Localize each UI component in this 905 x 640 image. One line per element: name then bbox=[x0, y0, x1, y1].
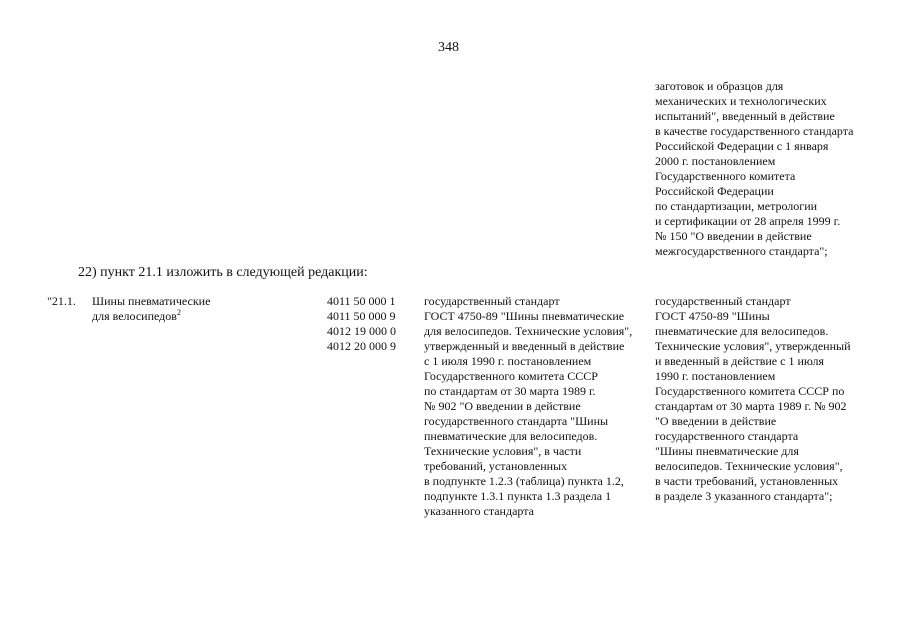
text-line: Технические условия", утвержденный bbox=[655, 339, 851, 353]
text-line: 2000 г. постановлением bbox=[655, 154, 776, 168]
text-line: утвержденный и введенный в действие bbox=[424, 339, 625, 353]
code-line: 4012 19 000 0 bbox=[327, 324, 396, 338]
tnved-codes bbox=[327, 294, 396, 354]
text-line: требований, установленных bbox=[424, 459, 568, 473]
text-line: государственный стандарт bbox=[424, 294, 560, 308]
text-line: и сертификации от 28 апреля 1999 г. bbox=[655, 214, 841, 228]
text-line: пневматические для велосипедов. bbox=[655, 324, 829, 338]
text-line: по стандартизации, метрологии bbox=[655, 199, 818, 213]
text-line: межгосударственного стандарта"; bbox=[655, 244, 828, 258]
product-name-line-1: Шины пневматические bbox=[92, 294, 211, 308]
text-line: "Шины пневматические для bbox=[655, 444, 799, 458]
text-line: стандартам от 30 марта 1989 г. № 902 bbox=[655, 399, 847, 413]
text-line: указанного стандарта bbox=[424, 504, 534, 518]
old-standard-text bbox=[424, 294, 632, 519]
text-line: Российской Федерации bbox=[655, 184, 774, 198]
text-line: с 1 июля 1990 г. постановлением bbox=[424, 354, 592, 368]
row-number: "21.1. bbox=[47, 294, 76, 308]
text-line: "О введении в действие bbox=[655, 414, 777, 428]
page-number: 348 bbox=[438, 40, 459, 55]
text-line: по стандартам от 30 марта 1989 г. bbox=[424, 384, 596, 398]
text-line: в разделе 3 указанного стандарта"; bbox=[655, 489, 833, 503]
text-line: Технические условия", в части bbox=[424, 444, 582, 458]
text-line: 1990 г. постановлением bbox=[655, 369, 776, 383]
product-name-line-2-text: для велосипедов bbox=[92, 309, 177, 323]
text-line: Российской Федерации с 1 января bbox=[655, 139, 829, 153]
text-line: механических и технологических bbox=[655, 94, 827, 108]
text-line: Государственного комитета СССР bbox=[424, 369, 598, 383]
text-line: государственного стандарта bbox=[655, 429, 799, 443]
text-line: государственный стандарт bbox=[655, 294, 791, 308]
text-line: Государственного комитета СССР по bbox=[655, 384, 845, 398]
product-name-line-2 bbox=[92, 309, 210, 324]
text-line: для велосипедов. Технические условия", bbox=[424, 324, 633, 338]
text-line: испытаний", введенный в действие bbox=[655, 109, 835, 123]
text-line: в части требований, установленных bbox=[655, 474, 839, 488]
top-right-text-block bbox=[655, 79, 854, 259]
footnote-marker: 2 bbox=[176, 308, 181, 317]
text-line: подпункте 1.3.1 пункта 1.3 раздела 1 bbox=[424, 489, 612, 503]
text-line: ГОСТ 4750-89 "Шины пневматические bbox=[424, 309, 625, 323]
text-line: в качестве государственного стандарта bbox=[655, 124, 854, 138]
text-line: пневматические для велосипедов. bbox=[424, 429, 598, 443]
text-line: № 150 "О введении в действие bbox=[655, 229, 812, 243]
text-line: № 902 "О введении в действие bbox=[424, 399, 581, 413]
code-line: 4011 50 000 1 bbox=[327, 294, 396, 308]
text-line: в подпункте 1.2.3 (таблица) пункта 1.2, bbox=[424, 474, 624, 488]
text-line: и введенный в действие с 1 июля bbox=[655, 354, 825, 368]
text-line: государственного стандарта "Шины bbox=[424, 414, 609, 428]
section-heading: 22) пункт 21.1 изложить в следующей редакции: bbox=[78, 265, 368, 280]
code-line: 4011 50 000 9 bbox=[327, 309, 396, 323]
text-line: велосипедов. Технические условия", bbox=[655, 459, 843, 473]
new-standard-text bbox=[655, 294, 851, 504]
text-line: ГОСТ 4750-89 "Шины bbox=[655, 309, 770, 323]
text-line: заготовок и образцов для bbox=[655, 79, 784, 93]
product-name bbox=[92, 294, 210, 324]
code-line: 4012 20 000 9 bbox=[327, 339, 396, 353]
text-line: Государственного комитета bbox=[655, 169, 796, 183]
